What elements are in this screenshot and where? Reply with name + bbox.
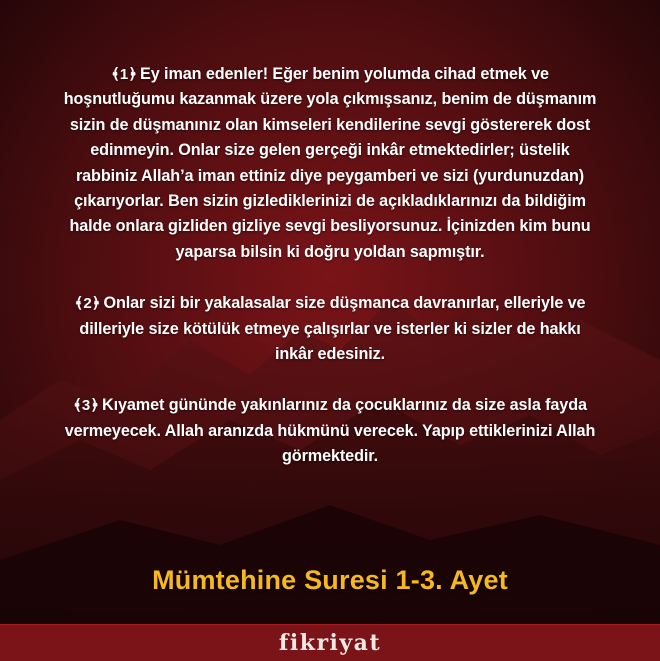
page-title: Mümtehine Suresi 1-3. Ayet xyxy=(152,565,508,595)
verse-text: Ey iman edenler! Eğer benim yolumda cihad etmek ve hoşnutluğumu kazanmak üzere yola çıkmışsanız, benim de düşmanım sizin de düşmanınız olan kimseleri kendilerine sevgi göstererek dost edinmeyin. Onlar size gelen gerçeği inkâr etmektedirler; üstelik rabbiniz Allah’a iman ettiniz diye peygamberi ve sizi (yurdunuzdan) çıkarıyorlar. Ben sizin gizlediklerinizi de açıkladıklarınızı da bildiğim halde onlara gizliden gizliye sevgi besliyorsunuz. İçinizden kim bunu yaparsa bilsin ki doğru yoldan sapmıştır. xyxy=(63,65,597,261)
verse-1 xyxy=(60,62,600,265)
verse-number-marker: ﴾1﴿ xyxy=(111,66,138,83)
verse-3 xyxy=(60,393,600,469)
verses-container xyxy=(60,62,600,470)
verse-2 xyxy=(60,291,600,367)
verse-number-marker: ﴾3﴿ xyxy=(73,397,100,415)
brand-logo: fikriyat xyxy=(278,630,382,656)
verse-text: Onlar sizi bir yakalasalar size düşmanca davranırlar, elleriyle ve dilleriyle size kötülük etmeye çalışırlar ve isterler ki sizler de hakkı inkâr edesiniz. xyxy=(79,294,586,364)
verse-number-marker: ﴾2﴿ xyxy=(74,295,101,313)
verse-text: Kıyamet gününde yakınlarınız da çocuklarınız da size asla fayda vermeyecek. Allah aranızda hükmünü verecek. Yapıp ettiklerinizi Allah görmektedir. xyxy=(64,396,596,466)
footer-bar xyxy=(0,624,660,661)
